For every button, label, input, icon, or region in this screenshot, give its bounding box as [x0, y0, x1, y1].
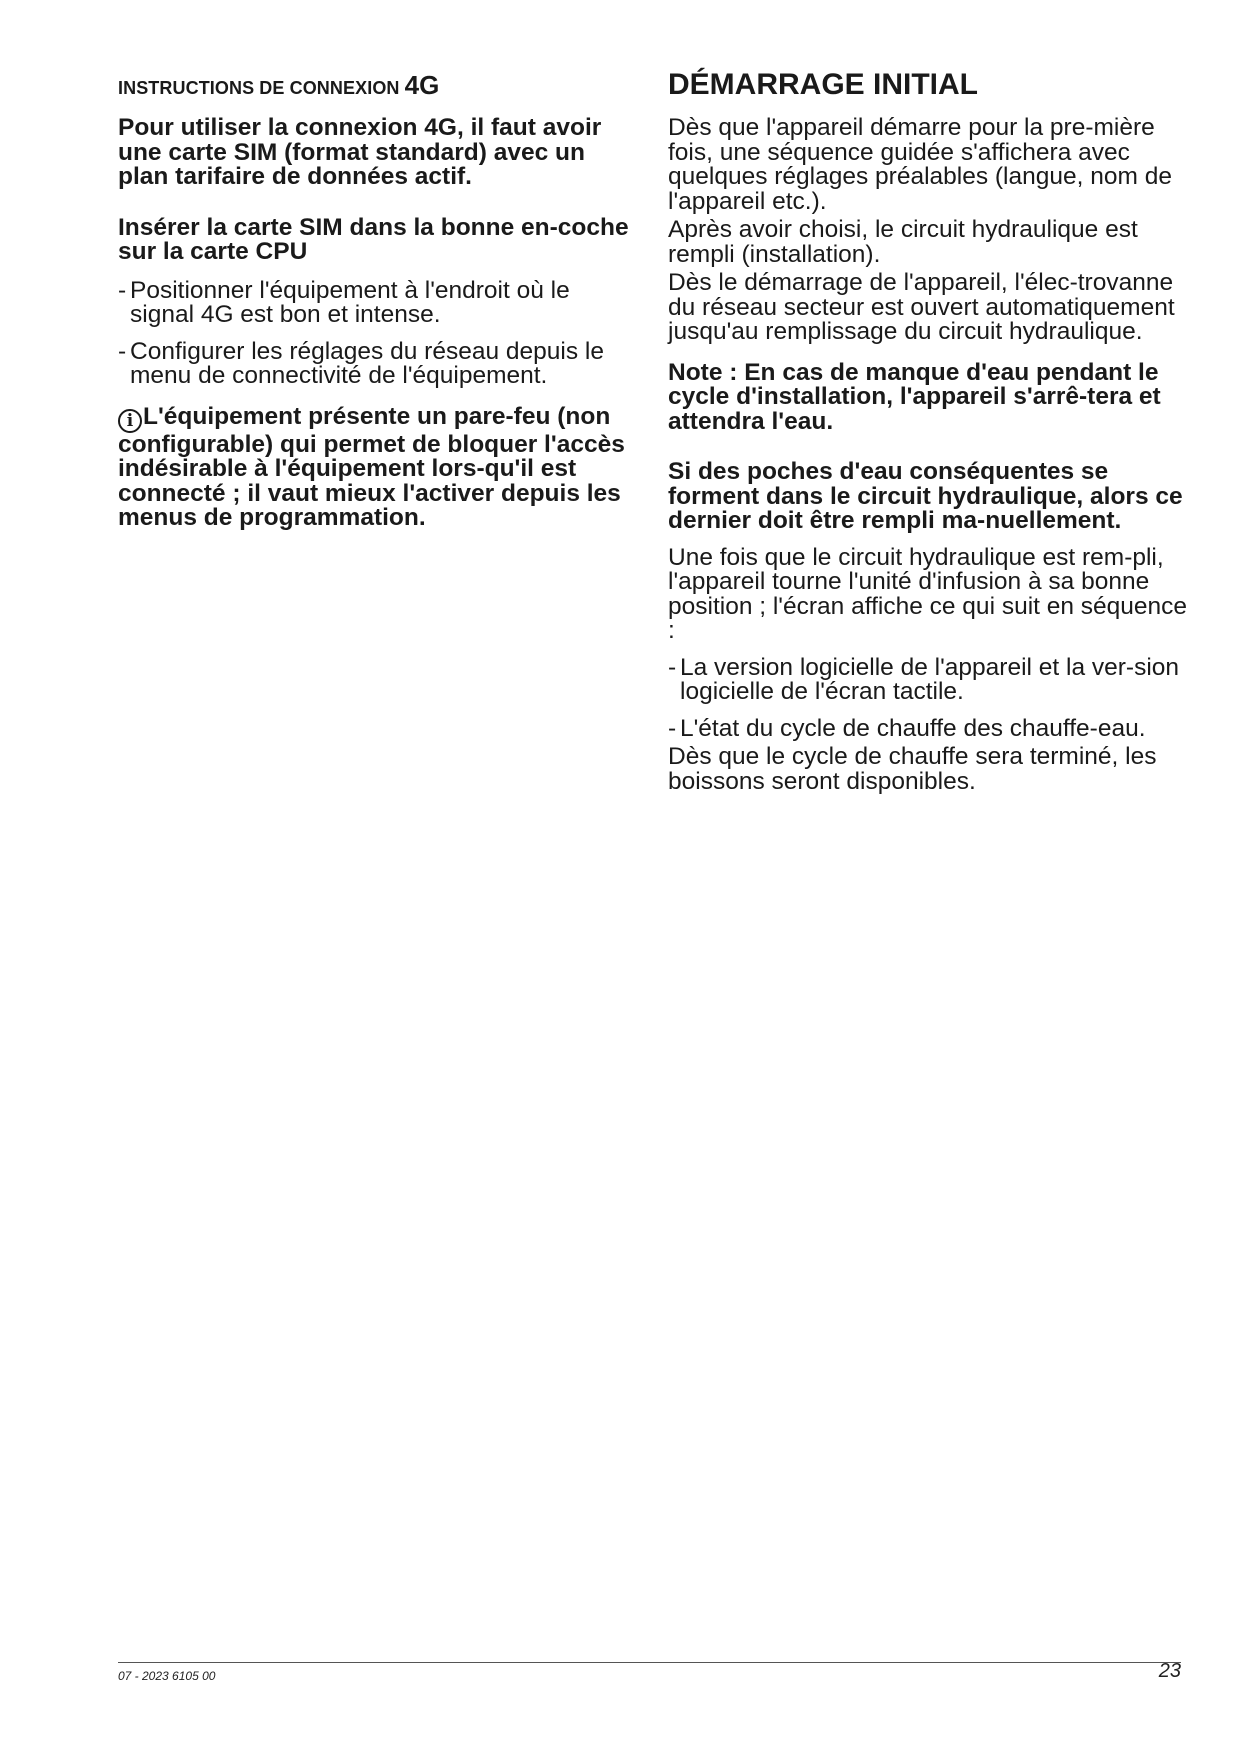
list-item [118, 337, 638, 389]
paragraph-choice: Après avoir choisi, le circuit hydraulique est rempli (installation). [668, 216, 1138, 268]
list-item-text: Configurer les réglages du réseau depuis le menu de connectivité de l'équipement. [130, 337, 604, 389]
info-icon: i [118, 409, 142, 433]
heading-4g: 4G [404, 70, 440, 100]
page-number: 23 [1158, 1660, 1181, 1682]
list-item-text: La version logicielle de l'appareil et la ver-sion logicielle de l'écran tactile. [680, 653, 1180, 705]
sim-paragraph: Insérer la carte SIM dans la bonne en-coche sur la carte CPU [118, 213, 629, 265]
dash-marker: - [118, 276, 127, 304]
left-column [118, 68, 638, 531]
water-pockets-paragraph: Si des poches d'eau conséquentes se forment dans le circuit hydraulique, alors ce dernier doit être rempli ma-nuellement. [668, 458, 1183, 534]
info-note [118, 402, 638, 531]
right-column [668, 68, 1188, 804]
paragraph-sequence-display: Une fois que le circuit hydraulique est rem-pli, l'appareil tourne l'unité d'infusion à sa bonne position ; l'écran affiche ce qui suit en séquence : [668, 543, 1188, 644]
list-item-text: L'état du cycle de chauffe des chauffe-eau. [680, 714, 1146, 742]
heading-prefix: INSTRUCTIONS DE CONNEXION [118, 78, 405, 98]
dash-marker: - [668, 653, 677, 681]
list-item [118, 276, 638, 328]
dash-marker: - [668, 714, 677, 742]
list-item-text: Positionner l'équipement à l'endroit où le signal 4G est bon et intense. [130, 276, 570, 328]
list-item [668, 714, 1188, 742]
paragraph-electrovanne: Dès le démarrage de l'appareil, l'élec-trovanne du réseau secteur est ouvert automatiquement jusqu'au remplissage du circuit hydraulique. [668, 269, 1175, 345]
paragraph-sequence: Dès que l'appareil démarre pour la pre-mière fois, une séquence guidée s'affichera avec quelques réglages préalables (langue, nom de l'appareil etc.). [668, 114, 1172, 215]
section-heading-demarrage: DÉMARRAGE INITIAL [668, 68, 978, 101]
document-code: 07 - 2023 6105 00 [118, 1669, 216, 1683]
paragraph-drinks-available: Dès que le cycle de chauffe sera terminé, les boissons seront disponibles. [668, 743, 1157, 795]
intro-paragraph: Pour utiliser la connexion 4G, il faut avoir une carte SIM (format standard) avec un plan tarifaire de données actif. [118, 114, 602, 190]
info-note-text: L'équipement présente un pare-feu (non configurable) qui permet de bloquer l'accès indésirable à l'équipement lors-qu'il est connecté ; il vaut mieux l'activer depuis les menus de programmation. [118, 402, 625, 531]
dash-marker: - [118, 337, 127, 365]
note-paragraph: Note : En cas de manque d'eau pendant le cycle d'installation, l'appareil s'arrê-tera et attendra l'eau. [668, 358, 1161, 435]
list-item [668, 653, 1188, 705]
section-heading-4g [118, 68, 638, 102]
footer-divider [118, 1662, 1181, 1663]
